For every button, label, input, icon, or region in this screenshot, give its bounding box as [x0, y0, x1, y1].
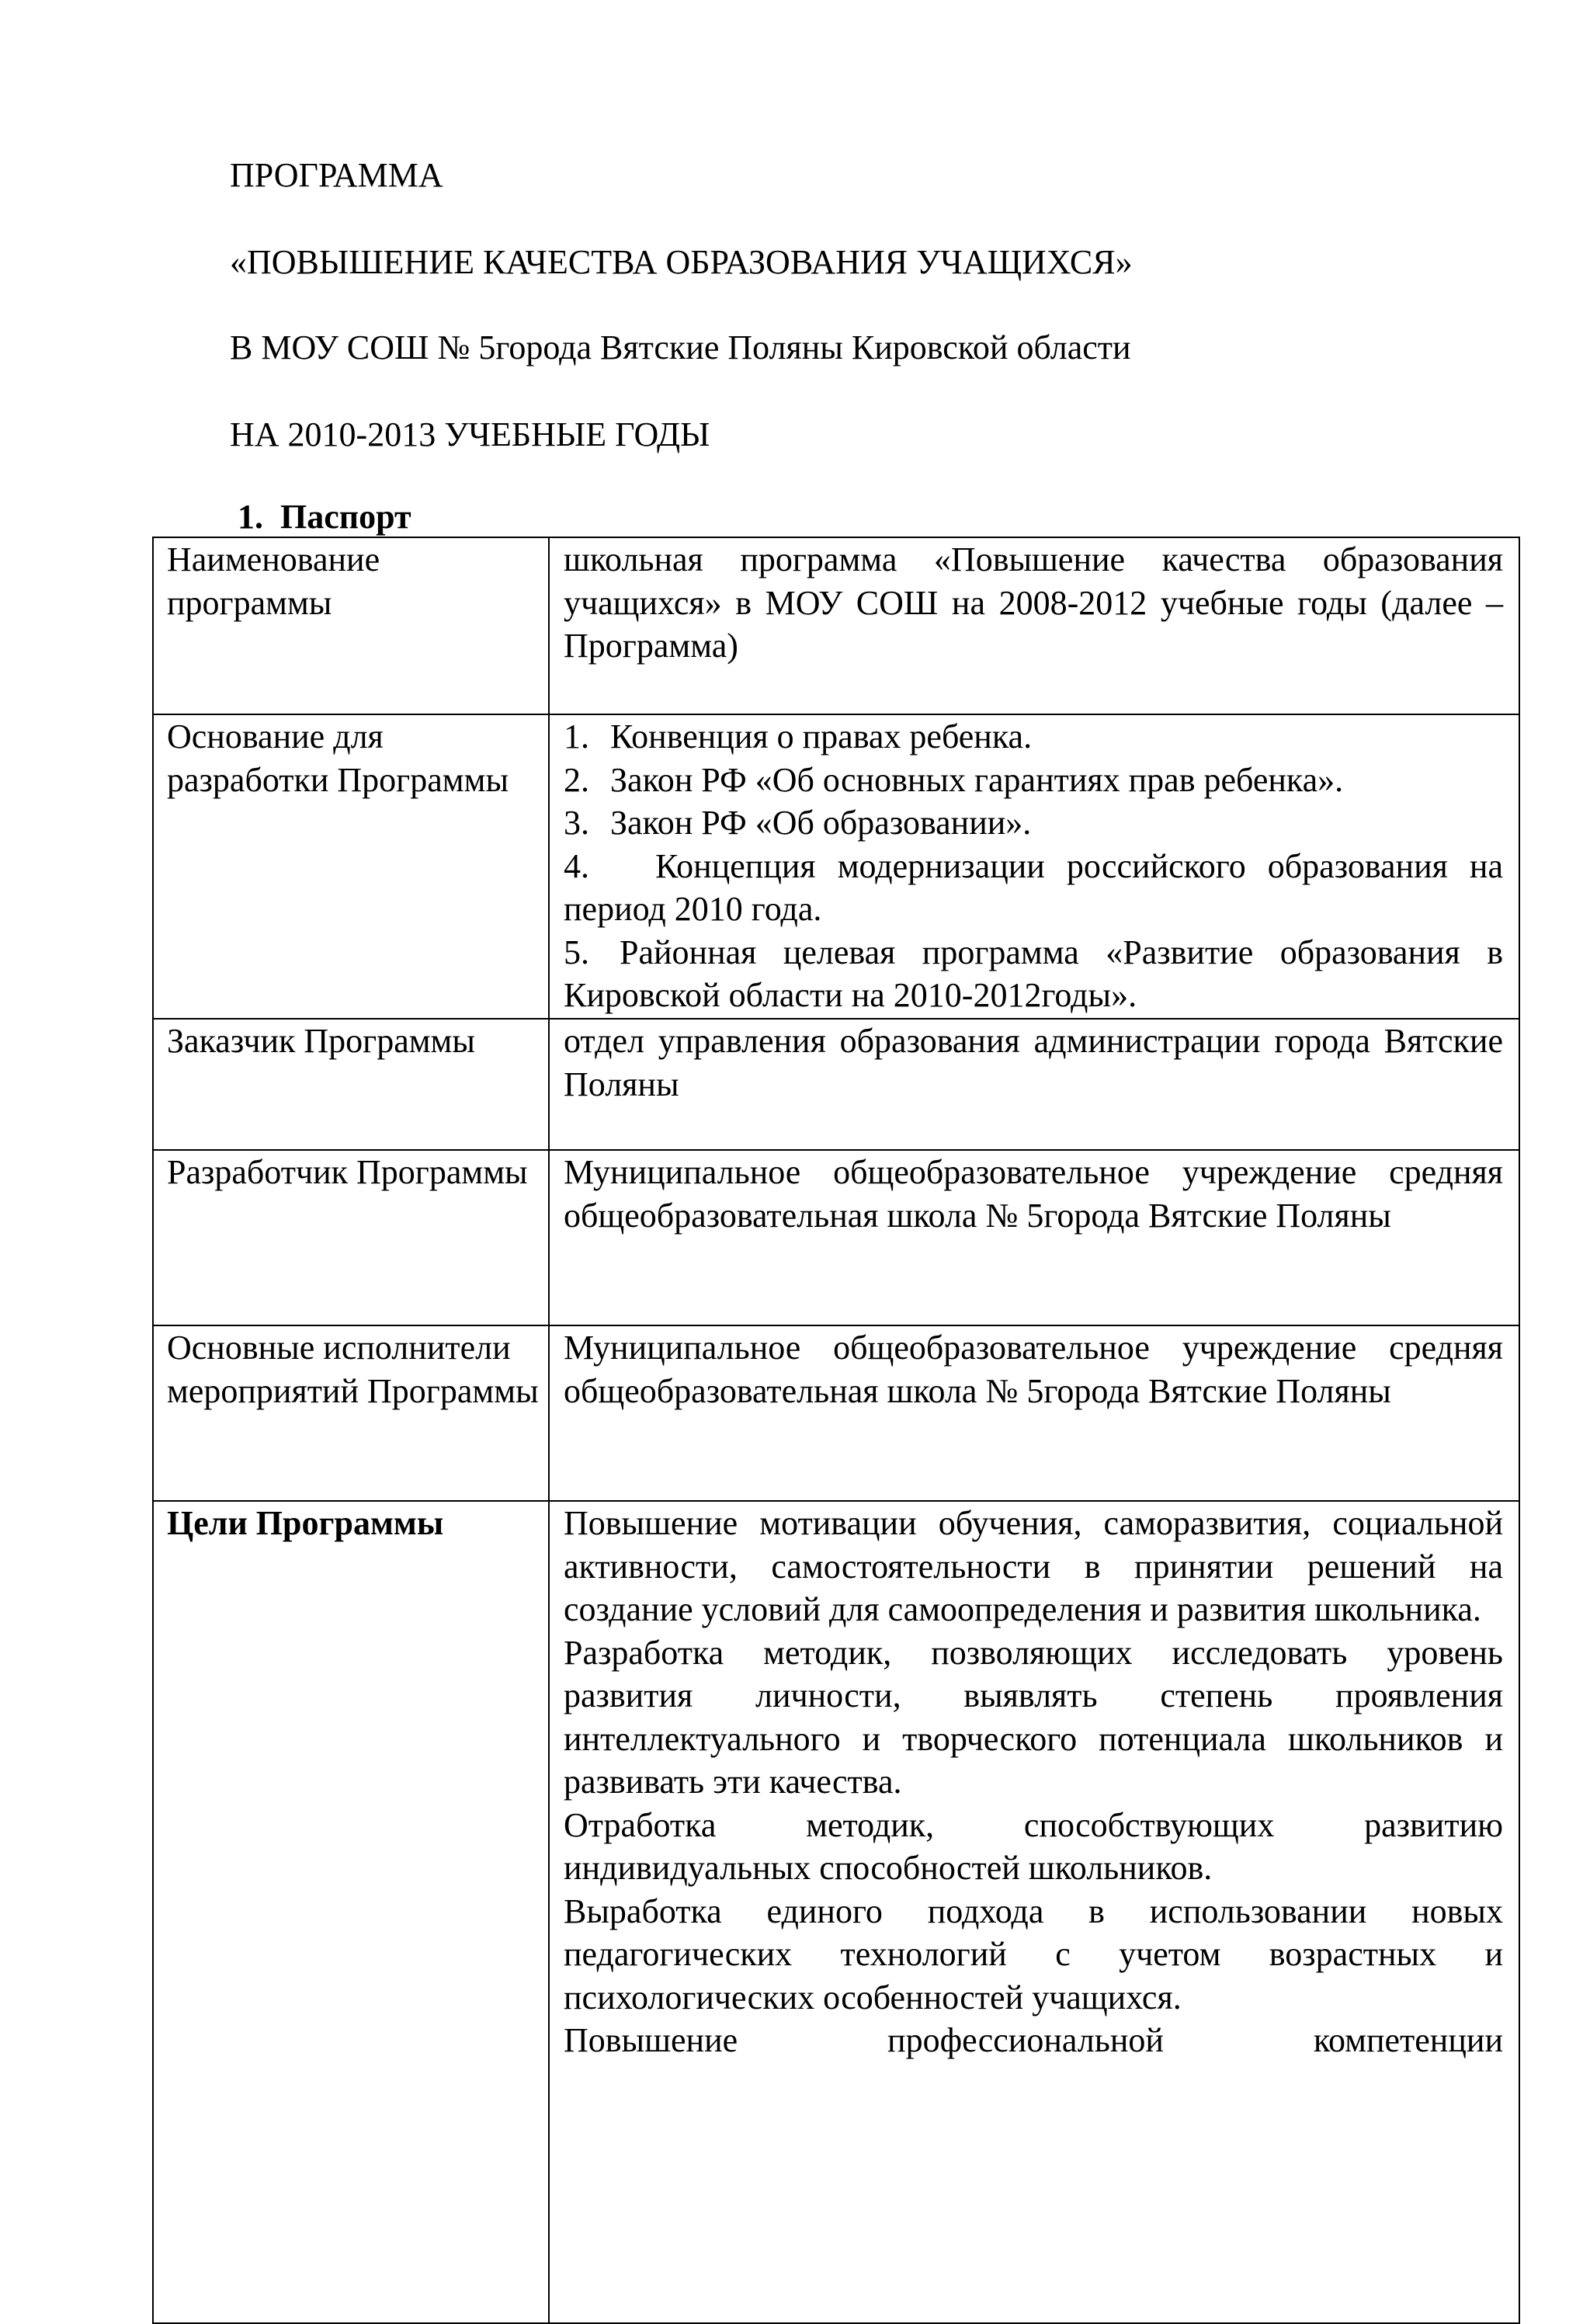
list-text: Закон РФ «Об образовании».: [610, 804, 1032, 842]
list-item: [564, 801, 1503, 845]
table-row: [153, 714, 1519, 1019]
row-value-paragraphs: [549, 1501, 1519, 2323]
list-item: [564, 715, 1503, 759]
list-text: Районная целевая программа «Развитие образования в Кировской области на 2010-2012годы».: [564, 933, 1503, 1014]
list-text: Концепция модернизации российского образования на период 2010 года.: [564, 846, 1503, 928]
row-value: Муниципальное общеобразовательное учреждение средняя общеобразовательная школа № 5города Вятские Поляны: [549, 1325, 1519, 1501]
row-label: Основание для разработки Программы: [153, 714, 549, 1019]
section-title: Паспорт: [280, 498, 411, 536]
list-number: 4.: [564, 846, 589, 885]
goal-paragraph: Отработка методик, способствующих развитию индивидуальных способностей школьников.: [564, 1805, 1503, 1887]
section-heading: [238, 495, 411, 539]
table-row: [153, 1150, 1519, 1325]
table-row: [153, 1019, 1519, 1150]
passport-table: [152, 537, 1520, 2324]
list-item: [564, 931, 1503, 1017]
row-label: Цели Программы: [153, 1501, 549, 2323]
table-row: [153, 1501, 1519, 2323]
row-label: Наименование программы: [153, 537, 549, 714]
list-number: 5.: [564, 933, 589, 971]
row-value: Муниципальное общеобразовательное учреждение средняя общеобразовательная школа № 5города Вятские Поляны: [549, 1150, 1519, 1325]
list-number: 2.: [564, 760, 589, 799]
list-number: 1.: [564, 717, 589, 756]
list-text: Закон РФ «Об основных гарантиях прав ребенка».: [610, 760, 1344, 799]
program-heading: ПРОГРАММА: [230, 156, 443, 194]
goal-paragraph: Выработка единого подхода в использовании новых педагогических технологий с учетом возрастных и психологических особенностей учащихся.: [564, 1892, 1503, 2017]
table-row: [153, 1325, 1519, 1501]
row-value: отдел управления образования администрации города Вятские Поляны: [549, 1019, 1519, 1150]
row-value-list: [549, 714, 1519, 1019]
row-label: Основные исполнители мероприятий Программы: [153, 1325, 549, 1501]
program-school: В МОУ СОШ № 5города Вятские Поляны Кировской области: [230, 328, 1131, 366]
goal-paragraph: Повышение мотивации обучения, саморазвития, социальной активности, самостоятельности в принятии решений на создание условий для самоопределения и развития школьника.: [564, 1504, 1503, 1628]
goal-paragraph: Повышение профессиональной компетенции: [564, 2021, 1503, 2059]
row-value: школьная программа «Повышение качества образования учащихся» в МОУ СОШ на 2008-2012 учебные годы (далее – Программа): [549, 537, 1519, 714]
program-title: «ПОВЫШЕНИЕ КАЧЕСТВА ОБРАЗОВАНИЯ УЧАЩИХСЯ»: [230, 243, 1133, 281]
list-item: [564, 845, 1503, 931]
program-years: НА 2010-2013 УЧЕБНЫЕ ГОДЫ: [230, 415, 710, 453]
list-number: 3.: [564, 804, 589, 842]
list-item: [564, 759, 1503, 802]
list-text: Конвенция о правах ребенка.: [610, 717, 1033, 756]
row-label: Заказчик Программы: [153, 1019, 549, 1150]
goal-paragraph: Разработка методик, позволяющих исследовать уровень развития личности, выявлять степень проявления интеллектуального и творческого потенциала школьников и развивать эти качества.: [564, 1633, 1503, 1801]
row-label: Разработчик Программы: [153, 1150, 549, 1325]
table-row: [153, 537, 1519, 714]
section-number: 1.: [238, 498, 263, 536]
